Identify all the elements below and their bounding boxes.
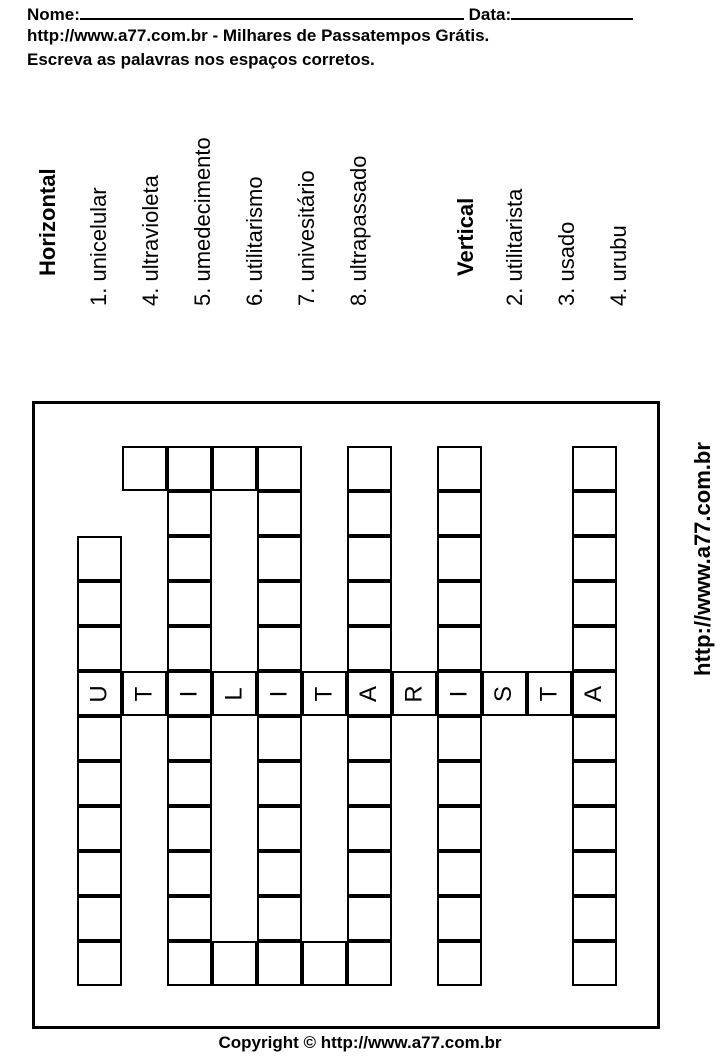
crossword-cell[interactable]: [347, 626, 392, 671]
date-label: Data:: [468, 5, 512, 24]
crossword-cell[interactable]: [347, 896, 392, 941]
crossword-cell[interactable]: [167, 941, 212, 986]
crossword-cell[interactable]: [572, 851, 617, 896]
cell-letter: A: [580, 685, 608, 702]
crossword-cell[interactable]: [257, 716, 302, 761]
crossword-key-cell[interactable]: [572, 671, 617, 716]
crossword-cell[interactable]: [167, 491, 212, 536]
crossword-cell[interactable]: [347, 581, 392, 626]
crossword-cell[interactable]: [572, 761, 617, 806]
crossword-key-cell[interactable]: [302, 671, 347, 716]
header-url-line: http://www.a77.com.br - Milhares de Passatempos Grátis.: [27, 26, 490, 45]
cell-letter: T: [130, 686, 158, 701]
crossword-cell[interactable]: [572, 626, 617, 671]
crossword-cell[interactable]: [572, 446, 617, 491]
crossword-cell[interactable]: [572, 536, 617, 581]
crossword-cell[interactable]: [572, 491, 617, 536]
clue-vertical: 2. utilitarista: [502, 188, 527, 306]
vertical-title: Vertical: [453, 197, 478, 276]
clue-horizontal: 4. ultravioleta: [138, 175, 163, 306]
crossword-cell[interactable]: [167, 761, 212, 806]
header-instructions: Escreva as palavras nos espaços corretos.: [27, 50, 375, 69]
crossword-cell[interactable]: [347, 941, 392, 986]
crossword-cell[interactable]: [437, 626, 482, 671]
crossword-cell[interactable]: [437, 851, 482, 896]
crossword-cell[interactable]: [122, 446, 167, 491]
crossword-key-cell[interactable]: [77, 671, 122, 716]
crossword-cell[interactable]: [167, 896, 212, 941]
cell-letter: T: [310, 686, 338, 701]
crossword-key-cell[interactable]: [392, 671, 437, 716]
crossword-key-cell[interactable]: [527, 671, 572, 716]
crossword-key-cell[interactable]: [482, 671, 527, 716]
crossword-cell[interactable]: [212, 446, 257, 491]
crossword-cell[interactable]: [77, 626, 122, 671]
clue-horizontal: 6. utilitarismo: [242, 176, 267, 306]
crossword-cell[interactable]: [572, 581, 617, 626]
crossword-cell[interactable]: [572, 896, 617, 941]
crossword-cell[interactable]: [167, 581, 212, 626]
crossword-cell[interactable]: [347, 491, 392, 536]
cell-letter: S: [490, 685, 518, 702]
cell-letter: T: [535, 686, 563, 701]
crossword-cell[interactable]: [347, 446, 392, 491]
crossword-cell[interactable]: [257, 581, 302, 626]
crossword-cell[interactable]: [167, 536, 212, 581]
cell-letter: A: [355, 685, 383, 702]
crossword-cell[interactable]: [77, 716, 122, 761]
copyright: Copyright © http://www.a77.com.br: [218, 1033, 502, 1052]
crossword-cell[interactable]: [437, 716, 482, 761]
header-name-date-line: [27, 3, 633, 25]
crossword-cell[interactable]: [77, 851, 122, 896]
crossword-cell[interactable]: [437, 581, 482, 626]
side-url: http://www.a77.com.br: [690, 442, 715, 676]
crossword-cell[interactable]: [437, 491, 482, 536]
crossword-cell[interactable]: [257, 446, 302, 491]
crossword-cell[interactable]: [347, 851, 392, 896]
crossword-cell[interactable]: [302, 941, 347, 986]
name-label: Nome:: [27, 5, 80, 24]
crossword-cell[interactable]: [257, 896, 302, 941]
crossword-cell[interactable]: [572, 716, 617, 761]
crossword-cell[interactable]: [167, 851, 212, 896]
crossword-cell[interactable]: [77, 941, 122, 986]
crossword-cell[interactable]: [437, 941, 482, 986]
crossword-cell[interactable]: [437, 896, 482, 941]
clue-horizontal: 8. ultrapassado: [346, 155, 371, 306]
date-field[interactable]: [511, 3, 633, 20]
crossword-key-cell[interactable]: [257, 671, 302, 716]
crossword-cell[interactable]: [167, 446, 212, 491]
cell-letter: I: [445, 690, 473, 697]
crossword-cell[interactable]: [77, 761, 122, 806]
cell-letter: I: [265, 690, 293, 697]
crossword-key-cell[interactable]: [167, 671, 212, 716]
crossword-cell[interactable]: [347, 716, 392, 761]
crossword-cell[interactable]: [437, 536, 482, 581]
crossword-cell[interactable]: [572, 941, 617, 986]
clue-horizontal: 5. umedecimento: [190, 137, 215, 306]
cell-letter: I: [175, 690, 203, 697]
crossword-cell[interactable]: [257, 491, 302, 536]
horizontal-title: Horizontal: [35, 168, 60, 276]
clue-horizontal: 7. univesitário: [294, 170, 319, 306]
crossword-key-cell[interactable]: [347, 671, 392, 716]
crossword-cell[interactable]: [437, 806, 482, 851]
crossword-key-cell[interactable]: [122, 671, 167, 716]
crossword-cell[interactable]: [77, 806, 122, 851]
clue-horizontal: 1. unicelular: [86, 187, 111, 306]
cell-letter: L: [220, 686, 248, 701]
crossword-cell[interactable]: [257, 761, 302, 806]
crossword-cell[interactable]: [347, 536, 392, 581]
crossword-cell[interactable]: [437, 446, 482, 491]
crossword-cell[interactable]: [167, 806, 212, 851]
crossword-key-cell[interactable]: [437, 671, 482, 716]
cell-letter: R: [400, 684, 428, 703]
crossword-cell[interactable]: [167, 716, 212, 761]
crossword-cell[interactable]: [257, 536, 302, 581]
crossword-cell[interactable]: [77, 536, 122, 581]
crossword-cell[interactable]: [257, 806, 302, 851]
crossword-cell[interactable]: [347, 806, 392, 851]
crossword-cell[interactable]: [167, 626, 212, 671]
clue-vertical: 4. urubu: [606, 225, 631, 306]
crossword-cell[interactable]: [437, 761, 482, 806]
crossword-cell[interactable]: [212, 941, 257, 986]
cell-letter: U: [85, 684, 113, 703]
clue-vertical: 3. usado: [554, 221, 579, 306]
crossword-cell[interactable]: [572, 806, 617, 851]
crossword-cell[interactable]: [77, 896, 122, 941]
name-field[interactable]: [80, 3, 464, 20]
crossword-cell[interactable]: [257, 941, 302, 986]
crossword-cell[interactable]: [347, 761, 392, 806]
crossword-key-cell[interactable]: [212, 671, 257, 716]
crossword-cell[interactable]: [77, 581, 122, 626]
crossword-cell[interactable]: [257, 851, 302, 896]
crossword-cell[interactable]: [257, 626, 302, 671]
